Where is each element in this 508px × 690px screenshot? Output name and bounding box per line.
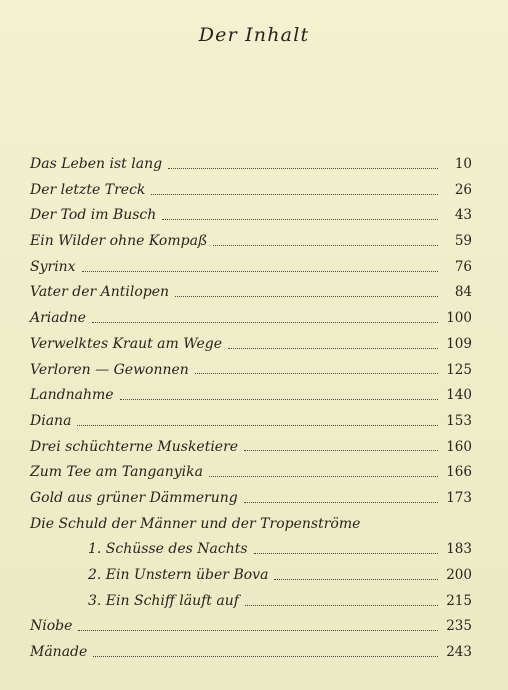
leader-dots (120, 398, 438, 400)
toc-entry-title: Der Tod im Busch (30, 207, 157, 224)
toc-entry-page: 76 (454, 258, 472, 275)
toc-entry-page: 243 (446, 644, 472, 661)
toc-section-title: Die Schuld der Männer und der Tropenströme (30, 515, 361, 532)
leader-dots (77, 424, 438, 426)
toc-entry (30, 435, 472, 461)
toc-entry-page: 43 (454, 207, 472, 224)
toc-entry-page: 200 (446, 567, 472, 583)
toc-entry-page: 59 (454, 233, 472, 250)
toc-entry (30, 178, 472, 204)
toc-entry (30, 152, 472, 178)
toc-entry-page: 173 (446, 489, 472, 506)
toc-entry-title: Verwelktes Kraut am Wege (30, 335, 223, 352)
toc-entry-title: Drei schüchterne Musketiere (30, 438, 239, 455)
toc-entry-title: Das Leben ist lang (30, 156, 163, 172)
toc-entry (30, 358, 472, 384)
page-title: Der Inhalt (198, 24, 310, 46)
leader-dots (228, 347, 438, 349)
toc-entry (30, 332, 472, 358)
leader-dots (209, 475, 438, 477)
toc-entry (30, 460, 472, 486)
toc-subentry-title: 2. Ein Unstern über Bova (88, 567, 269, 583)
leader-dots (254, 552, 438, 554)
toc-subentry (30, 537, 472, 563)
toc-entry-page: 26 (454, 181, 472, 198)
leader-dots (244, 501, 438, 503)
leader-dots (175, 295, 438, 297)
leader-dots (245, 604, 438, 606)
toc-entry-title: Ariadne (30, 310, 86, 327)
toc-entry-page: 125 (446, 361, 472, 378)
toc-entry-page: 235 (446, 618, 472, 635)
toc-entry-title: Syrinx (30, 258, 76, 275)
toc-entry-page: 215 (446, 592, 472, 609)
table-of-contents (30, 152, 472, 666)
toc-entry (30, 614, 472, 640)
toc-section-heading (30, 512, 472, 538)
toc-entry-page: 140 (446, 387, 472, 404)
toc-entry-title: Landnahme (30, 387, 114, 404)
toc-entry-page: 166 (446, 464, 472, 481)
toc-entry-title: Der letzte Treck (30, 181, 146, 198)
toc-entry-title: Zum Tee am Tanganyika (30, 464, 203, 481)
leader-dots (244, 449, 438, 451)
toc-subentry (30, 563, 472, 589)
toc-entry (30, 383, 472, 409)
toc-entry-title: Niobe (30, 618, 73, 635)
leader-dots (213, 244, 438, 246)
toc-entry (30, 409, 472, 435)
leader-dots (82, 270, 438, 272)
toc-entry-title: Mänade (30, 644, 88, 661)
toc-entry-page: 84 (454, 284, 472, 301)
toc-subentry-title: 3. Ein Schiff läuft auf (88, 592, 239, 609)
leader-dots (162, 218, 438, 220)
toc-entry-page: 183 (446, 541, 472, 558)
toc-entry-title: Ein Wilder ohne Kompaß (30, 233, 208, 250)
toc-subentry (30, 589, 472, 615)
toc-entry-page: 10 (454, 156, 472, 172)
toc-entry-page: 109 (446, 335, 472, 352)
toc-entry-title: Verloren — Gewonnen (30, 361, 189, 378)
toc-entry (30, 203, 472, 229)
toc-entry (30, 640, 472, 666)
toc-entry-title: Vater der Antilopen (30, 284, 170, 301)
toc-entry-page: 160 (446, 438, 472, 455)
toc-entry (30, 486, 472, 512)
toc-entry (30, 229, 472, 255)
toc-entry (30, 280, 472, 306)
leader-dots (274, 578, 438, 580)
toc-entry-title: Gold aus grüner Dämmerung (30, 489, 238, 506)
toc-entry-page: 153 (446, 412, 472, 429)
leader-dots (151, 193, 438, 195)
toc-entry-page: 100 (446, 310, 472, 327)
toc-subentry-title: 1. Schüsse des Nachts (88, 541, 248, 558)
leader-dots (195, 372, 438, 374)
leader-dots (92, 321, 438, 323)
leader-dots (93, 655, 438, 657)
leader-dots (78, 629, 438, 631)
toc-entry-title: Diana (30, 412, 72, 429)
leader-dots (168, 167, 438, 169)
toc-entry (30, 306, 472, 332)
toc-entry (30, 255, 472, 281)
